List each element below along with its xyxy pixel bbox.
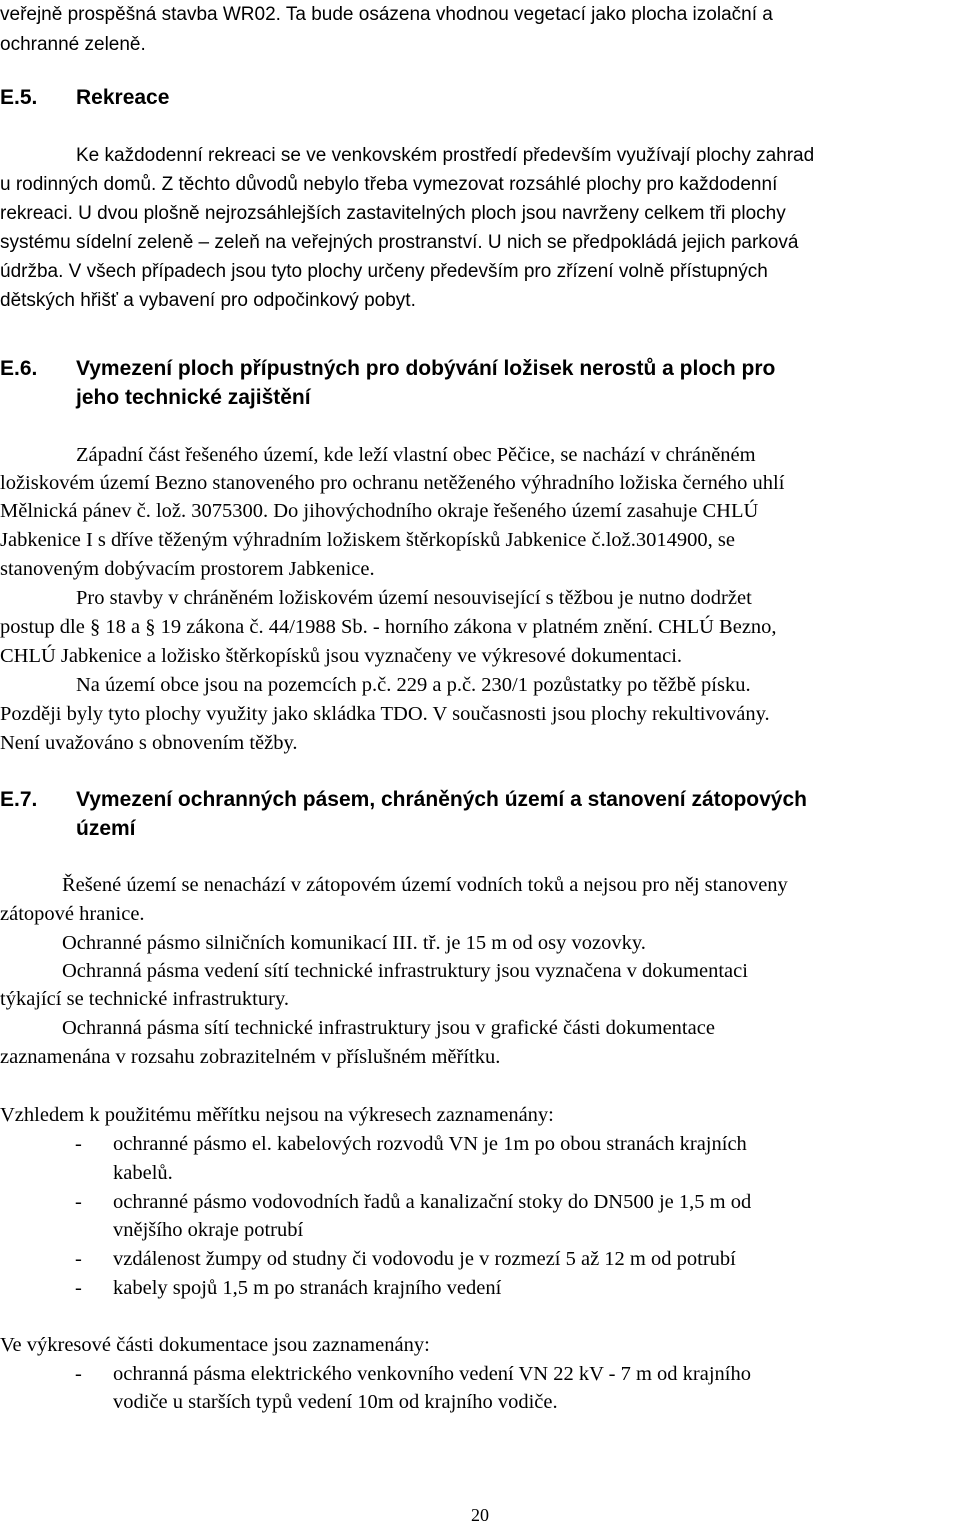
section-number: E.5.	[0, 86, 38, 109]
paragraph-line: CHLÚ Jabkenice a ložisko štěrkopísků jsou vyznačeny ve výkresové dokumentaci.	[0, 645, 683, 667]
paragraph-line: Západní část řešeného území, kde leží vlastní obec Pěčice, se nachází v chráněném	[76, 444, 756, 466]
list-bullet: -	[75, 1248, 82, 1270]
paragraph-line: Není uvažováno s obnovením těžby.	[0, 732, 298, 754]
paragraph-line: Řešené území se nenachází v zátopovém území vodních toků a nejsou pro něj stanoveny	[62, 874, 788, 896]
paragraph-line: údržba. V všech případech jsou tyto plochy určeny především pro zřízení volně přístupných	[0, 261, 768, 282]
section-heading: území	[76, 817, 136, 840]
list-bullet: -	[75, 1277, 82, 1299]
list-bullet: -	[75, 1191, 82, 1213]
section-heading: Vymezení ploch přípustných pro dobývání ložisek nerostů a ploch pro	[76, 357, 776, 380]
paragraph-line: Později byly tyto plochy využity jako skládka TDO. V současnosti jsou plochy rekultivovány.	[0, 703, 770, 725]
list-item: vnějšího okraje potrubí	[113, 1219, 304, 1241]
paragraph-line: stanoveným dobývacím prostorem Jabkenice.	[0, 558, 375, 580]
paragraph-line: Ochranná pásma sítí technické infrastruktury jsou v grafické části dokumentace	[62, 1017, 715, 1039]
paragraph-line: Mělnická pánev č. lož. 3075300. Do jihovýchodního okraje řešeného území zasahuje CHLÚ	[0, 500, 759, 522]
page-number: 20	[471, 1505, 489, 1525]
list-item: vzdálenost žumpy od studny či vodovodu je v rozmezí 5 až 12 m od potrubí	[113, 1248, 736, 1270]
paragraph-line: u rodinných domů. Z těchto důvodů nebylo třeba vymezovat rozsáhlé plochy pro každodenní	[0, 174, 778, 195]
paragraph-line: rekreaci. U dvou plošně nejrozsáhlejších zastavitelných ploch jsou navrženy celkem tři plochy	[0, 203, 786, 224]
paragraph-line: Ke každodenní rekreaci se ve venkovském prostředí především využívají plochy zahrad	[76, 145, 815, 166]
paragraph-line: Jabkenice I s dříve těženým výhradním ložiskem štěrkopísků Jabkenice č.lož.3014900, se	[0, 529, 735, 551]
list-item: ochranné pásmo vodovodních řadů a kanalizační stoky do DN500 je 1,5 m od	[113, 1191, 752, 1213]
paragraph-line: Na území obce jsou na pozemcích p.č. 229 a p.č. 230/1 pozůstatky po těžbě písku.	[76, 674, 751, 696]
list-intro: Vzhledem k použitému měřítku nejsou na výkresech zaznamenány:	[0, 1104, 554, 1126]
section-number: E.7.	[0, 788, 38, 811]
list-intro: Ve výkresové části dokumentace jsou zaznamenány:	[0, 1334, 430, 1356]
list-item: vodiče u starších typů vedení 10m od krajního vodiče.	[113, 1391, 558, 1413]
list-bullet: -	[75, 1363, 82, 1385]
paragraph-line: zaznamenána v rozsahu zobrazitelném v příslušném měřítku.	[0, 1046, 501, 1068]
paragraph-line: Ochranné pásmo silničních komunikací III. tř. je 15 m od osy vozovky.	[62, 932, 646, 954]
list-bullet: -	[75, 1133, 82, 1155]
list-item: kabelů.	[113, 1162, 173, 1184]
paragraph-line: postup dle § 18 a § 19 zákona č. 44/1988 Sb. - horního zákona v platném znění. CHLÚ Bezno,	[0, 616, 777, 638]
section-heading: Rekreace	[76, 86, 170, 109]
paragraph-line: ložiskovém území Bezno stanoveného pro ochranu netěženého výhradního ložiska černého uhlí	[0, 472, 785, 494]
paragraph-line: systému sídelní zeleně – zeleň na veřejných prostranství. U nich se předpokládá jejich parková	[0, 232, 799, 253]
paragraph-line: Pro stavby v chráněném ložiskovém území nesouvisející s těžbou je nutno dodržet	[76, 587, 752, 609]
list-item: kabely spojů 1,5 m po stranách krajního vedení	[113, 1277, 502, 1299]
section-number: E.6.	[0, 357, 38, 380]
list-item: ochranné pásmo el. kabelových rozvodů VN je 1m po obou stranách krajních	[113, 1133, 747, 1155]
section-heading: jeho technické zajištění	[76, 386, 311, 409]
paragraph-line: týkající se technické infrastruktury.	[0, 988, 289, 1010]
paragraph-line: Ochranná pásma vedení sítí technické infrastruktury jsou vyznačena v dokumentaci	[62, 960, 748, 982]
list-item: ochranná pásma elektrického venkovního vedení VN 22 kV - 7 m od krajního	[113, 1363, 752, 1385]
paragraph-line: veřejně prospěšná stavba WR02. Ta bude osázena vhodnou vegetací jako plocha izolační a	[0, 4, 773, 25]
paragraph-line: zátopové hranice.	[0, 903, 145, 925]
paragraph-line: ochranné zeleně.	[0, 34, 146, 55]
section-heading: Vymezení ochranných pásem, chráněných území a stanovení zátopových	[76, 788, 807, 811]
paragraph-line: dětských hřišť a vybavení pro odpočinkový pobyt.	[0, 290, 416, 311]
